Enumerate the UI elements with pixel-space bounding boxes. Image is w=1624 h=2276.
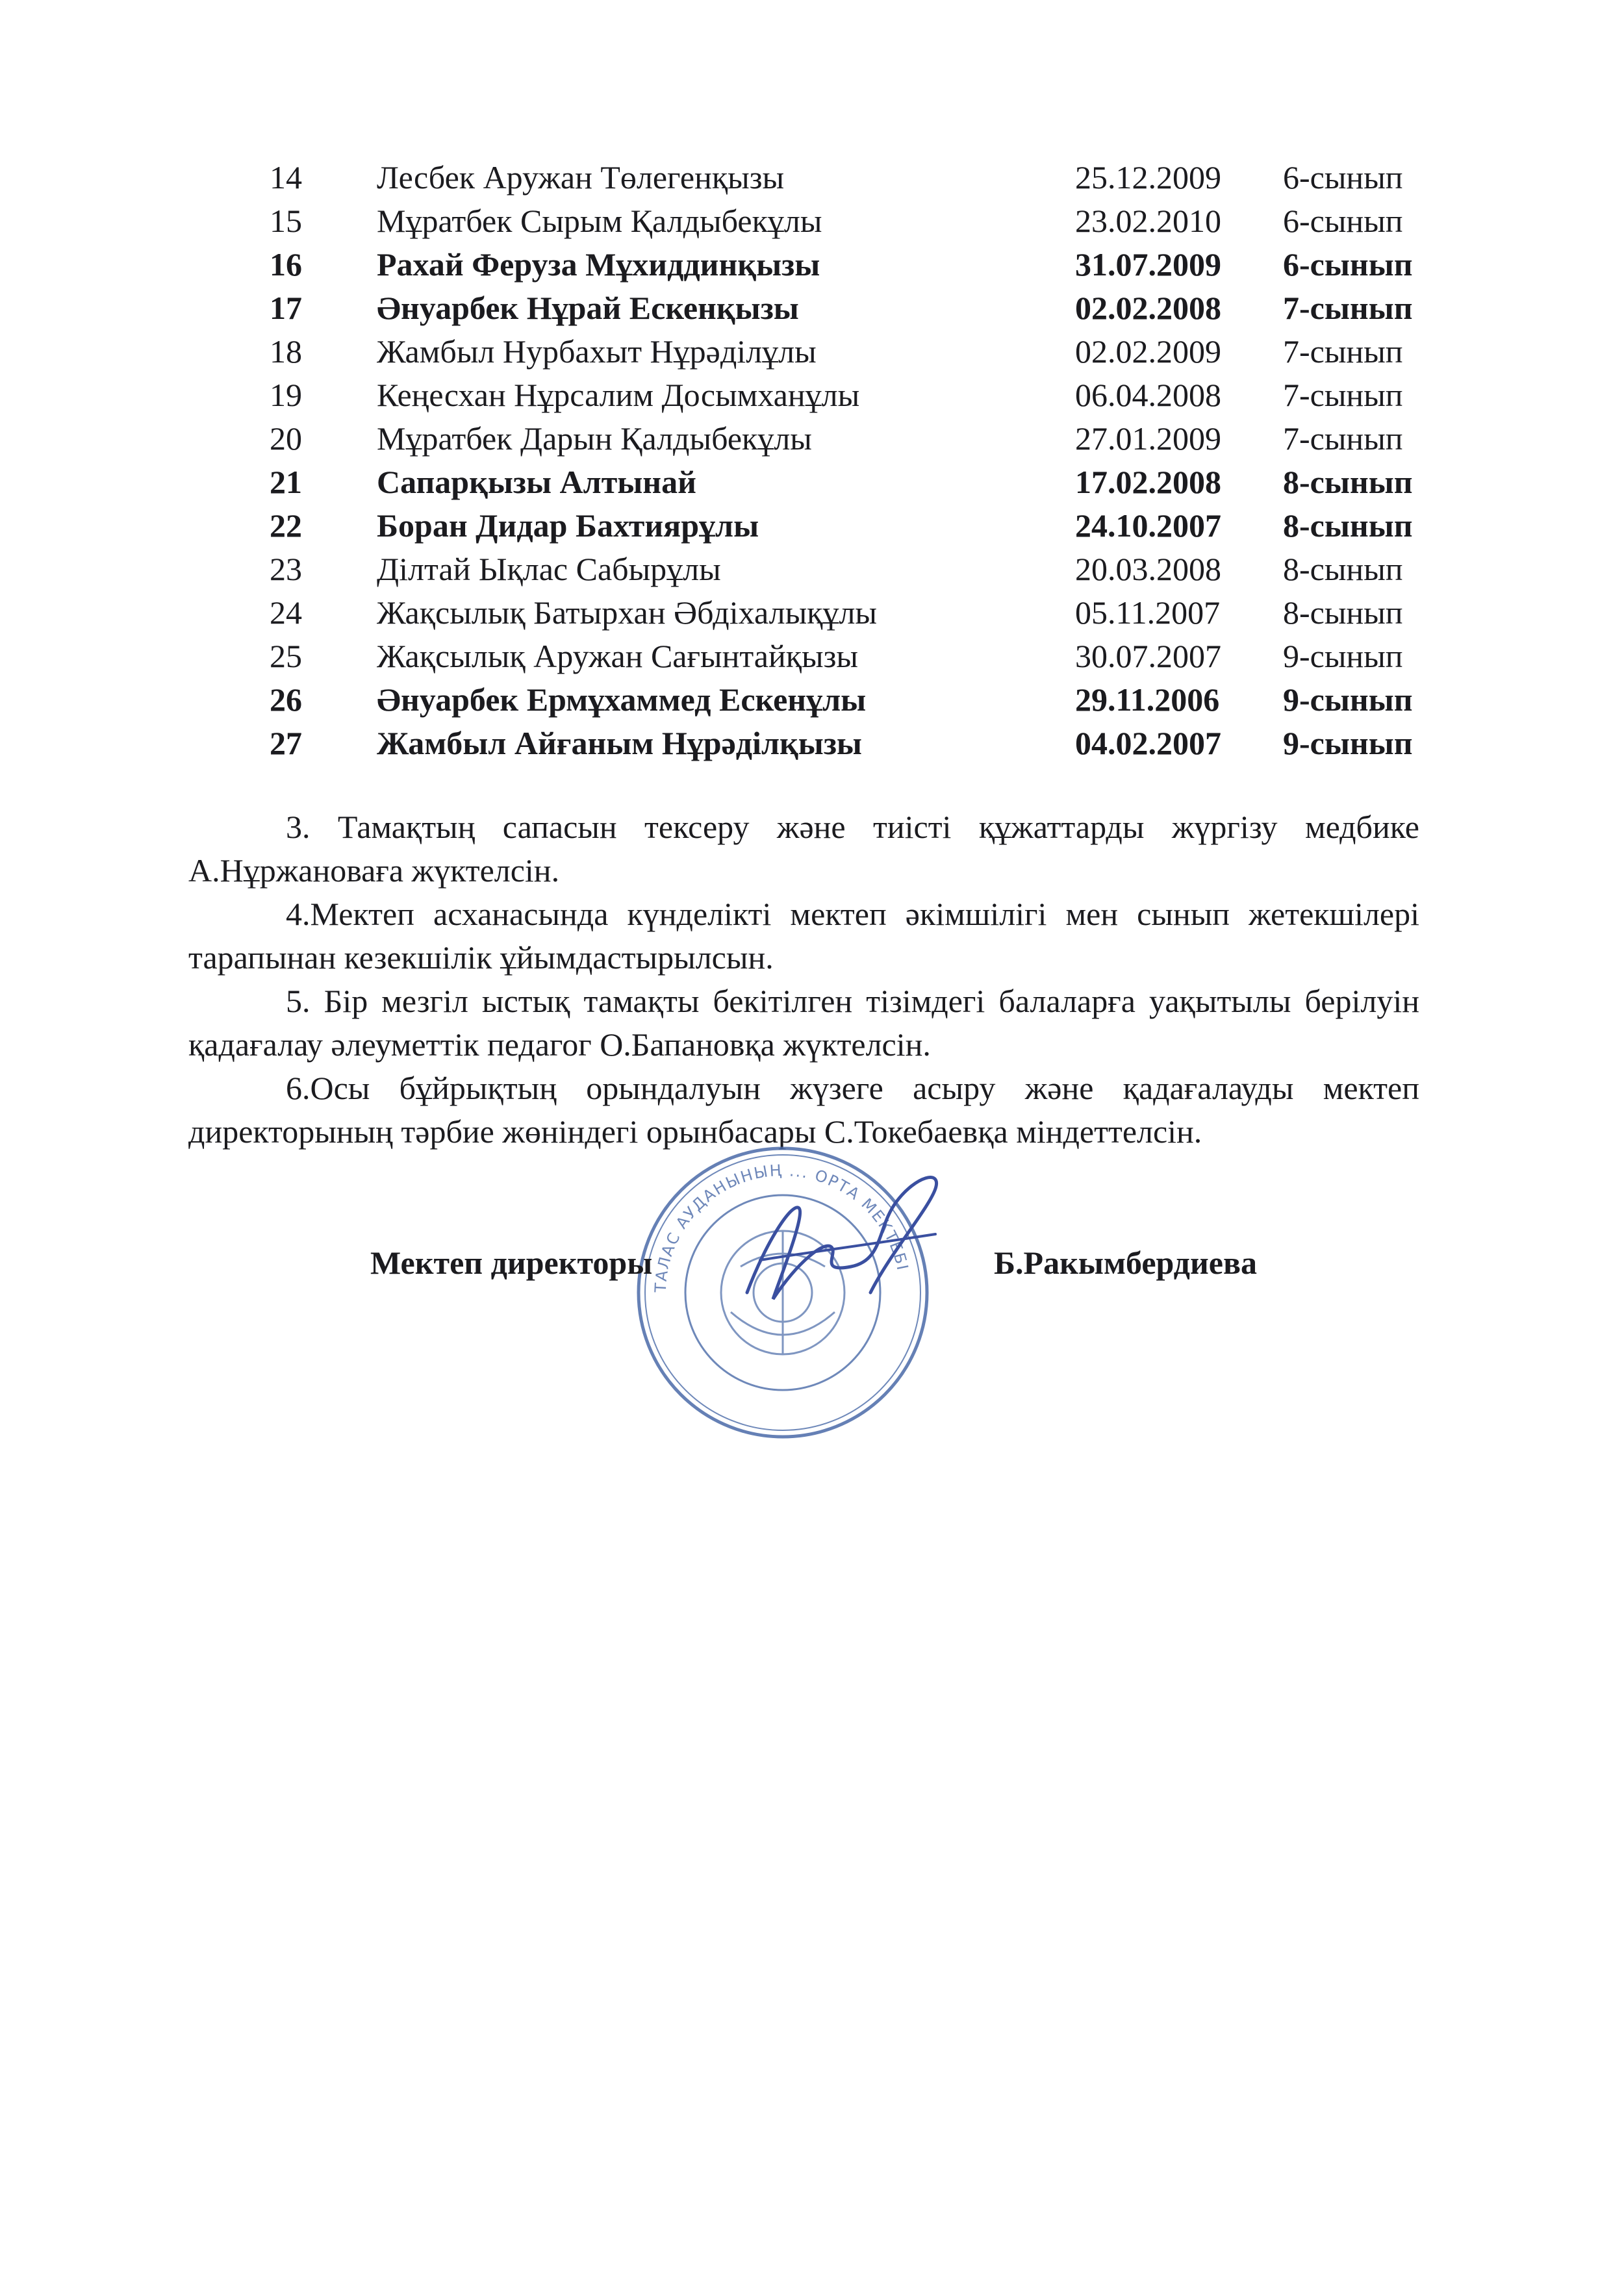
grade-class: 6-сынып	[1283, 203, 1403, 239]
grade-class: 9-сынып	[1283, 725, 1413, 761]
student-name: Ділтай Ықлас Сабырұлы	[377, 551, 721, 587]
paragraph-4: 4.Мектеп асханасында күнделікті мектеп әкімшілігі мен сынып жетекшілері тарапынан кезекшілік ұйымдастырылсын.	[188, 896, 1419, 976]
table-row	[247, 548, 1429, 591]
birth-date: 29.11.2006	[1075, 681, 1220, 718]
table-row	[247, 373, 1429, 417]
table-row	[247, 330, 1429, 373]
row-number: 14	[270, 159, 302, 196]
director-signature-icon	[721, 1163, 968, 1332]
row-number: 23	[270, 551, 302, 587]
row-number: 25	[270, 638, 302, 674]
table-row	[247, 504, 1429, 548]
table-row	[247, 722, 1429, 765]
student-name: Жақсылық Аружан Сағынтайқызы	[377, 638, 858, 674]
student-name: Әнуарбек Нұрай Ескенқызы	[377, 290, 799, 326]
birth-date: 17.02.2008	[1075, 464, 1221, 500]
row-number: 16	[270, 246, 302, 283]
row-number: 27	[270, 725, 302, 761]
table-row	[247, 635, 1429, 678]
row-number: 17	[270, 290, 302, 326]
row-number: 26	[270, 681, 302, 718]
birth-date: 31.07.2009	[1075, 246, 1221, 283]
student-name: Боран Дидар Бахтиярұлы	[377, 507, 759, 544]
student-list	[247, 156, 1429, 765]
grade-class: 7-сынып	[1283, 333, 1403, 370]
table-row	[247, 243, 1429, 286]
student-name: Мұратбек Дарын Қалдыбекұлы	[377, 420, 812, 457]
table-row	[247, 156, 1429, 199]
student-name: Сапарқызы Алтынай	[377, 464, 696, 500]
student-name: Мұратбек Сырым Қалдыбекұлы	[377, 203, 822, 239]
paragraph-6: 6.Осы бұйрықтың орындалуын жүзеге асыру және қадағалауды мектеп директорының тәрбие жөніндегі орынбасары С.Токебаевқа міндеттелсін.	[188, 1070, 1419, 1150]
student-name: Лесбек Аружан Төлегенқызы	[377, 159, 785, 196]
birth-date: 24.10.2007	[1075, 507, 1221, 544]
student-name: Жамбыл Айғаным Нұрәділқызы	[377, 725, 862, 761]
student-name: Жақсылық Батырхан Әбдіхалықұлы	[377, 594, 877, 631]
birth-date: 02.02.2008	[1075, 290, 1221, 326]
row-number: 24	[270, 594, 302, 631]
birth-date: 02.02.2009	[1075, 333, 1221, 370]
row-number: 20	[270, 420, 302, 457]
grade-class: 8-сынып	[1283, 507, 1413, 544]
table-row	[247, 417, 1429, 461]
grade-class: 8-сынып	[1283, 551, 1403, 587]
paragraph-3: 3. Тамақтың сапасын тексеру және тиісті құжаттарды жүргізу медбике А.Нұржановаға жүктелсін.	[188, 809, 1419, 889]
order-paragraphs	[188, 805, 1419, 1154]
student-name: Рахай Феруза Мұхиддинқызы	[377, 246, 820, 283]
row-number: 19	[270, 377, 302, 413]
grade-class: 8-сынып	[1283, 464, 1413, 500]
grade-class: 6-сынып	[1283, 246, 1413, 283]
grade-class: 9-сынып	[1283, 638, 1403, 674]
grade-class: 6-сынып	[1283, 159, 1403, 196]
table-row	[247, 199, 1429, 243]
grade-class: 8-сынып	[1283, 594, 1403, 631]
table-row	[247, 591, 1429, 635]
director-title: Мектеп директоры	[370, 1245, 653, 1281]
table-row	[247, 286, 1429, 330]
grade-class: 7-сынып	[1283, 377, 1403, 413]
birth-date: 06.04.2008	[1075, 377, 1221, 413]
row-number: 22	[270, 507, 302, 544]
student-name: Кеңесхан Нұрсалим Досымханұлы	[377, 377, 860, 413]
grade-class: 9-сынып	[1283, 681, 1413, 718]
row-number: 21	[270, 464, 302, 500]
seal-text: ТАЛАС АУДАНЫНЫҢ ... ОРТА МЕКТЕБІ	[651, 1161, 912, 1293]
grade-class: 7-сынып	[1283, 420, 1403, 457]
birth-date: 23.02.2010	[1075, 203, 1221, 239]
director-name: Б.Ракымбердиева	[994, 1245, 1257, 1281]
birth-date: 25.12.2009	[1075, 159, 1221, 196]
student-name: Жамбыл Нурбахыт Нұрәділұлы	[377, 333, 817, 370]
row-number: 18	[270, 333, 302, 370]
birth-date: 20.03.2008	[1075, 551, 1221, 587]
birth-date: 30.07.2007	[1075, 638, 1221, 674]
table-row	[247, 678, 1429, 722]
grade-class: 7-сынып	[1283, 290, 1413, 326]
birth-date: 04.02.2007	[1075, 725, 1221, 761]
student-name: Әнуарбек Ермұхаммед Ескенұлы	[377, 681, 867, 718]
birth-date: 05.11.2007	[1075, 594, 1221, 631]
row-number: 15	[270, 203, 302, 239]
paragraph-5: 5. Бір мезгіл ыстық тамақты бекітілген тізімдегі балаларға уақытылы берілуін қадағалау әлеуметтік педагог О.Бапановқа жүктелсін.	[188, 983, 1419, 1063]
table-row	[247, 461, 1429, 504]
birth-date: 27.01.2009	[1075, 420, 1221, 457]
